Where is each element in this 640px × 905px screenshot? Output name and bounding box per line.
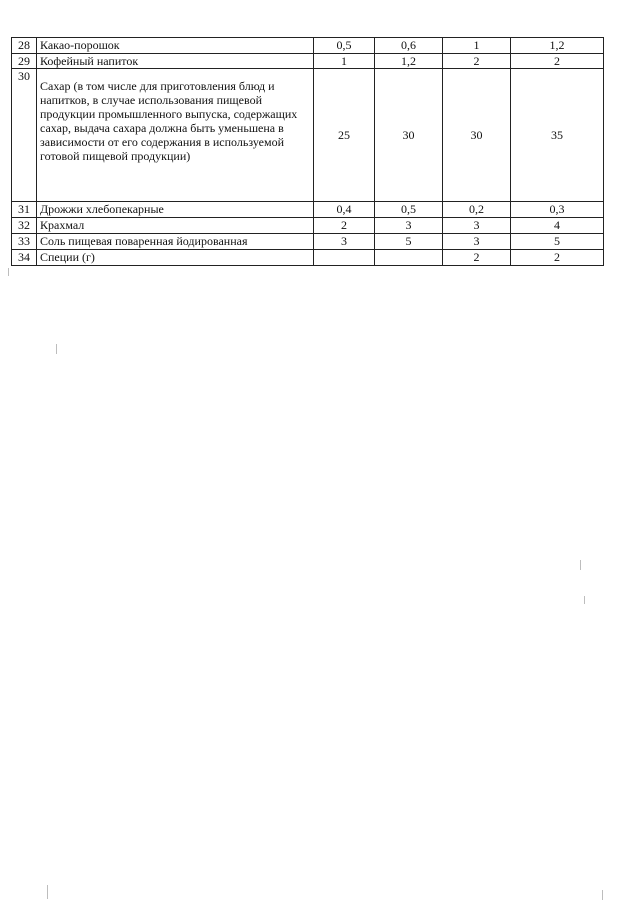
value-cell: 1,2 bbox=[375, 54, 443, 69]
value-cell: 30 bbox=[375, 69, 443, 202]
value-cell: 3 bbox=[443, 234, 511, 250]
table-row bbox=[12, 38, 604, 54]
table-row bbox=[12, 54, 604, 69]
row-number: 32 bbox=[12, 218, 37, 234]
value-cell: 3 bbox=[375, 218, 443, 234]
row-number: 29 bbox=[12, 54, 37, 69]
product-name: Какао-порошок bbox=[37, 38, 314, 54]
value-cell: 2 bbox=[511, 250, 604, 266]
value-cell: 2 bbox=[443, 250, 511, 266]
table-row bbox=[12, 218, 604, 234]
value-cell: 1 bbox=[314, 54, 375, 69]
scan-artifact bbox=[47, 885, 48, 899]
food-norms-table bbox=[11, 37, 604, 266]
scan-artifact bbox=[584, 596, 585, 604]
table-row bbox=[12, 234, 604, 250]
table-row bbox=[12, 250, 604, 266]
value-cell: 1 bbox=[443, 38, 511, 54]
scan-artifact bbox=[580, 560, 581, 570]
value-cell: 0,5 bbox=[375, 202, 443, 218]
value-cell: 5 bbox=[375, 234, 443, 250]
product-name: Крахмал bbox=[37, 218, 314, 234]
value-cell: 1,2 bbox=[511, 38, 604, 54]
product-name: Кофейный напиток bbox=[37, 54, 314, 69]
value-cell: 35 bbox=[511, 69, 604, 202]
product-name: Дрожжи хлебопекарные bbox=[37, 202, 314, 218]
value-cell bbox=[375, 250, 443, 266]
table-row bbox=[12, 69, 604, 202]
value-cell: 0,3 bbox=[511, 202, 604, 218]
value-cell: 2 bbox=[511, 54, 604, 69]
value-cell: 2 bbox=[314, 218, 375, 234]
value-cell: 30 bbox=[443, 69, 511, 202]
row-number: 34 bbox=[12, 250, 37, 266]
scan-artifact bbox=[8, 268, 9, 276]
row-number: 28 bbox=[12, 38, 37, 54]
table-row bbox=[12, 202, 604, 218]
scan-artifact bbox=[602, 890, 603, 900]
product-name: Соль пищевая поваренная йодированная bbox=[37, 234, 314, 250]
row-number: 33 bbox=[12, 234, 37, 250]
value-cell: 5 bbox=[511, 234, 604, 250]
product-name: Специи (г) bbox=[37, 250, 314, 266]
value-cell: 0,4 bbox=[314, 202, 375, 218]
value-cell: 3 bbox=[443, 218, 511, 234]
row-number: 31 bbox=[12, 202, 37, 218]
value-cell: 0,5 bbox=[314, 38, 375, 54]
value-cell: 0,6 bbox=[375, 38, 443, 54]
value-cell: 2 bbox=[443, 54, 511, 69]
scan-artifact bbox=[56, 344, 57, 354]
value-cell bbox=[314, 250, 375, 266]
value-cell: 4 bbox=[511, 218, 604, 234]
value-cell: 0,2 bbox=[443, 202, 511, 218]
row-number: 30 bbox=[12, 69, 37, 202]
product-name: Сахар (в том числе для приготовления блюд и напитков, в случае использования пищевой продукции промышленного выпуска, содержащих сахар, выдача сахара должна быть уменьшена в зависимости от его содержания в используемой готовой пищевой продукции) bbox=[37, 69, 314, 202]
value-cell: 25 bbox=[314, 69, 375, 202]
value-cell: 3 bbox=[314, 234, 375, 250]
